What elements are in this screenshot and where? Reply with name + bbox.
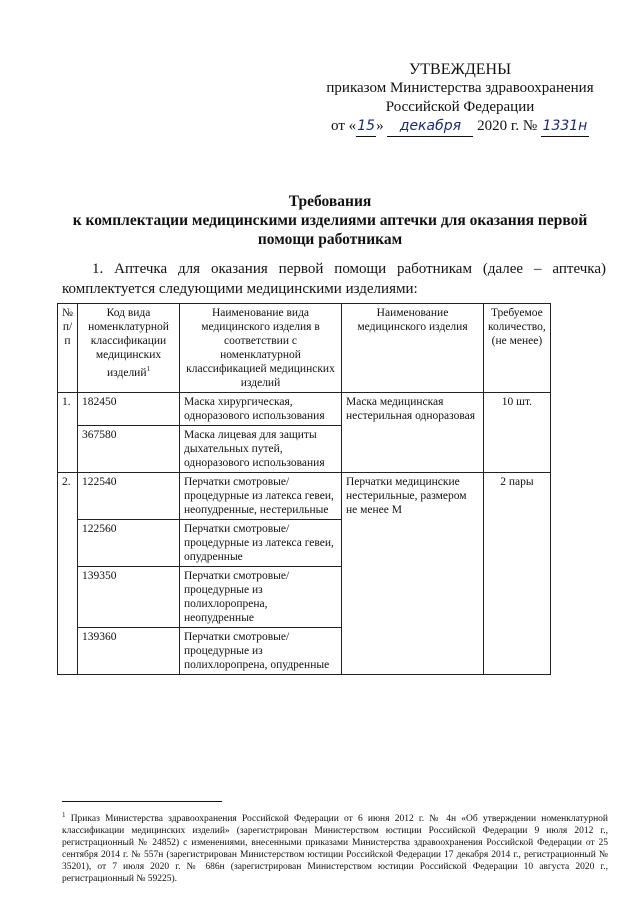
table-header-row	[58, 304, 551, 393]
row-code: 139360	[78, 628, 180, 675]
row-code: 367580	[78, 426, 180, 473]
year-text: 2020 г. №	[477, 118, 538, 134]
handwritten-month: декабря	[387, 117, 473, 137]
header-num: № п/п	[58, 304, 78, 393]
header-qty: Требуемое количество, (не менее)	[484, 304, 551, 393]
footnote-divider	[62, 801, 222, 802]
header-type-name: Наименование вида медицинского изделия в соответствии с номенклатурной классификацией медицинских изделий	[180, 304, 342, 393]
footnote	[62, 809, 608, 885]
row-type-name: Перчатки смотровые/процедурные из латекса гевеи, неопудренные, нестерильные	[180, 473, 342, 520]
title-line-2: к комплектации медицинскими изделиями аптечки для оказания первой	[72, 212, 588, 229]
title-line-1: Требования	[288, 193, 372, 210]
row-type-name: Перчатки смотровые/процедурные из полихлоропрена, неопудренные	[180, 567, 342, 628]
row-qty: 10 шт.	[484, 393, 551, 473]
approved-ministry: Российской Федерации	[385, 99, 535, 115]
intro-paragraph: 1. Аптечка для оказания первой помощи работникам (далее – аптечка) комплектуется следующими медицинскими изделиями:	[62, 261, 606, 297]
handwritten-order-number: 1331н	[541, 117, 589, 137]
requirements-table	[57, 303, 551, 675]
header-device-name: Наименование медицинского изделия	[342, 304, 484, 393]
title-line-3: помощи работникам	[257, 231, 403, 248]
row-code: 122540	[78, 473, 180, 520]
row-device-name: Перчатки медицинские нестерильные, размером не менее M	[342, 473, 484, 675]
footnote-ref: 1	[146, 365, 150, 373]
row-type-name: Маска лицевая для защиты дыхательных путей, одноразового использования	[180, 426, 342, 473]
row-code: 182450	[78, 393, 180, 426]
approved-heading: УТВЕЖДЕНЫ	[408, 61, 512, 78]
document-title	[50, 192, 610, 249]
header-code-text: Код вида номенклатурной классификации медицинских изделий	[88, 307, 169, 379]
approval-block	[310, 60, 610, 137]
row-type-name: Маска хирургическая, одноразового использования	[180, 393, 342, 426]
row-code: 122560	[78, 520, 180, 567]
approval-date-line	[310, 117, 610, 137]
table-row	[58, 393, 551, 426]
row-device-name: Маска медицинская нестерильная одноразовая	[342, 393, 484, 473]
date-quote: »	[376, 118, 384, 134]
row-num: 1.	[58, 393, 78, 473]
row-type-name: Перчатки смотровые/процедурные из полихлоропрена, опудренные	[180, 628, 342, 675]
approved-by-order: приказом Министерства здравоохранения	[326, 80, 594, 96]
row-num: 2.	[58, 473, 78, 675]
header-code	[78, 304, 180, 393]
table-row	[58, 473, 551, 520]
footnote-mark: 1	[62, 811, 66, 819]
row-qty: 2 пары	[484, 473, 551, 675]
row-code: 139350	[78, 567, 180, 628]
row-type-name: Перчатки смотровые/процедурные из латекса гевеи, опудренные	[180, 520, 342, 567]
footnote-text: Приказ Министерства здравоохранения Российской Федерации от 6 июня 2012 г. № 4н «Об утверждении номенклатурной классификации медицинских изделий» (зарегистрирован Министерством юстиции Российской Федерации 9 июля 2012 г., регистрационный № 24852) с изменениями, внесенными приказами Министерства здравоохранения Российской Федерации от 25 сентября 2014 г. № 557н (зарегистрирован Министерством юстиции Российской Федерации 17 декабря 2014 г., регистрационный № 35201), от 7 июля 2020 г. № 686н (зарегистрирован Министерством юстиции Российской Федерации 10 августа 2020 г., регистрационный № 59225).	[62, 814, 608, 885]
date-prefix: от «	[331, 118, 357, 134]
handwritten-day: 15	[356, 117, 376, 137]
